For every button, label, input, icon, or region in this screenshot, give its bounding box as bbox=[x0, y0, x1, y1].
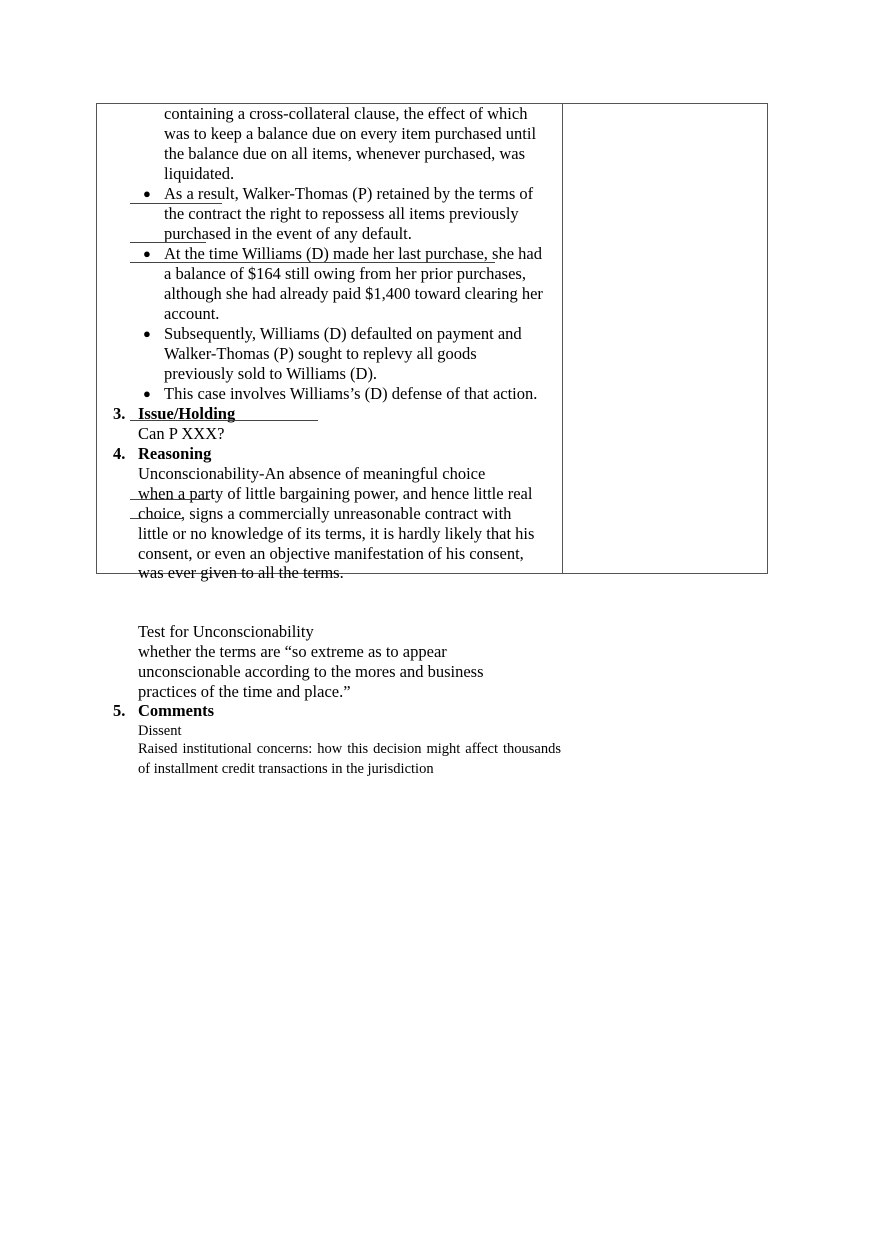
facts-bullet-line: the contract the right to repossess all items previously bbox=[164, 204, 519, 223]
reasoning-line: when a party of little bargaining power, and hence little real bbox=[138, 484, 533, 503]
bullet-icon: ● bbox=[143, 186, 151, 201]
section-body: Can P XXX? bbox=[138, 424, 225, 443]
test-line: unconscionable according to the mores and business bbox=[138, 662, 484, 681]
reasoning-line: Unconscionability-An absence of meaningful choice bbox=[138, 464, 486, 483]
bullet-icon: ● bbox=[143, 246, 151, 261]
facts-bullet-line: a balance of $164 still owing from her prior purchases, bbox=[164, 264, 526, 283]
reasoning-line: was ever given to all the terms. bbox=[138, 563, 344, 582]
stray-rule bbox=[130, 242, 206, 243]
section-number: 3. bbox=[113, 404, 126, 423]
section-heading: Comments bbox=[138, 701, 215, 720]
dissent-label: Dissent bbox=[138, 723, 182, 739]
stray-rule bbox=[130, 262, 495, 263]
stray-rule bbox=[130, 203, 222, 204]
bullet-icon: ● bbox=[143, 326, 151, 341]
dissent-body: Raised institutional concerns: how this decision might affect thousands of installment credit transactions in the jurisdiction bbox=[138, 741, 561, 777]
section-heading: Issue/Holding bbox=[138, 404, 236, 423]
section-number: 4. bbox=[113, 444, 126, 463]
facts-bullet-line: account. bbox=[164, 304, 220, 323]
facts-bullet-line: This case involves Williams’s (D) defense of that action. bbox=[164, 384, 538, 403]
facts-bullet-line: previously sold to Williams (D). bbox=[164, 364, 378, 383]
facts-line: the balance due on all items, whenever purchased, was bbox=[164, 144, 526, 163]
test-title: Test for Unconscionability bbox=[138, 622, 314, 641]
section-number: 5. bbox=[113, 701, 126, 720]
stray-rule bbox=[130, 420, 318, 421]
facts-bullet-line: Subsequently, Williams (D) defaulted on payment and bbox=[164, 324, 522, 343]
bullet-icon: ● bbox=[143, 386, 151, 401]
stray-rule bbox=[130, 499, 210, 500]
reasoning-line: choice, signs a commercially unreasonable contract with bbox=[138, 504, 512, 523]
facts-bullet-line: purchased in the event of any default. bbox=[164, 224, 412, 243]
stray-rule bbox=[130, 518, 184, 519]
test-line: whether the terms are “so extreme as to appear bbox=[138, 642, 447, 661]
facts-bullet-line: Walker-Thomas (P) sought to replevy all goods bbox=[164, 344, 477, 363]
facts-bullet-line: At the time Williams (D) made her last purchase, she had bbox=[164, 244, 542, 263]
facts-line: was to keep a balance due on every item purchased until bbox=[164, 124, 537, 143]
reasoning-line: little or no knowledge of its terms, it is hardly likely that his bbox=[138, 524, 535, 543]
facts-line: liquidated. bbox=[164, 164, 235, 183]
test-line: practices of the time and place.” bbox=[138, 682, 351, 701]
facts-line: containing a cross-collateral clause, the effect of which bbox=[164, 104, 528, 123]
section-heading: Reasoning bbox=[138, 444, 212, 463]
table-column-divider bbox=[562, 104, 563, 573]
facts-bullet-line: As a result, Walker-Thomas (P) retained by the terms of bbox=[164, 184, 534, 203]
facts-bullet-line: although she had already paid $1,400 toward clearing her bbox=[164, 284, 543, 303]
reasoning-line: consent, or even an objective manifestation of his consent, bbox=[138, 544, 524, 563]
